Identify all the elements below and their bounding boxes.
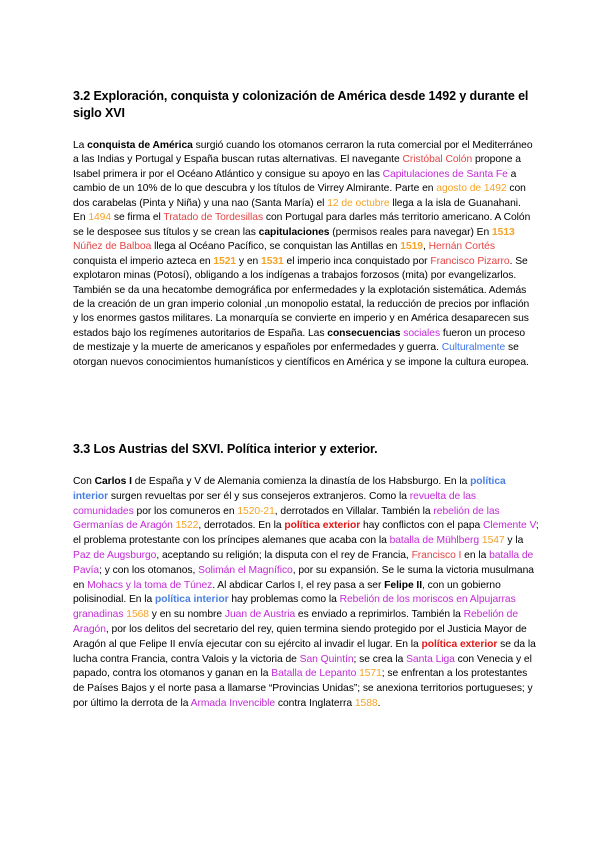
highlighted-term: conquista de América [87,140,193,151]
text-run: es enviado a reprimirlos. También la [295,609,464,621]
highlighted-term: Santa Liga [406,653,455,665]
highlighted-term: Rebelión de los moriscos en Alpujarras granadinas [73,594,516,621]
highlighted-term: Francisco Pizarro [430,255,510,267]
highlighted-term: 12 de octubre [327,197,390,209]
text-run: se otorgan nuevos conocimientos humanísticos y científicos en América y se impone la cultura europea. [73,342,529,368]
text-run: La [73,140,88,151]
highlighted-term: política exterior [421,638,498,650]
text-run: en la [461,549,490,561]
highlighted-term: Juan de Austria [224,609,296,621]
highlighted-term: Clemente V [483,520,536,532]
text-run: con dos carabelas (Pinta y Niña) y una nao (Santa María) el [73,183,526,209]
section-heading-exploration: 3.2 Exploración, conquista y colonización de América desde 1492 y durante el siglo XVI [73,89,529,120]
highlighted-term: sociales [403,327,441,339]
exploration-paragraph [73,139,535,370]
text-run: . Al abdicar Carlos I, el rey pasa a ser [212,579,385,591]
text-run: propone a Isabel primera ir por el Océano Atlántico y consigue su apoyo en las [73,154,521,180]
text-run: el imperio inca conquistado por [283,255,431,267]
text-run: fueron un proceso de mestizaje y la muerte de americanos y españoles por enfermedades y guerra. [73,327,526,354]
text-run: a cambio de un 10% de lo que descubra y los títulos de Virrey Almirante. Parte en [73,168,517,195]
text-run: , [423,241,429,253]
highlighted-term: Batalla de Lepanto [271,668,357,680]
text-run: contra Inglaterra [275,697,355,709]
text-run: se firma el [111,212,164,224]
highlighted-term: política exterior [284,520,361,532]
text-run: llega al Océano Pacífico, se conquistan las Antillas en [151,241,401,253]
highlighted-term: capitulaciones [258,226,330,238]
text-run: hay conflictos con el papa [360,520,483,532]
highlighted-term: Rebelión de Aragón [73,609,519,635]
highlighted-term: 1547 [481,535,505,547]
text-run: , con un gobierno polisinodial. En la [73,579,501,606]
text-run: Con [73,476,95,487]
highlighted-term: política interior [155,594,229,606]
section-heading-austrias: 3.3 Los Austrias del SXVI. Política interior y exterior. [73,442,378,456]
text-run: conquista el imperio azteca en [73,255,214,267]
text-run: ; se enfrentan a los protestantes de Países Bajos y el norte pasa a llamarse “Provincias Unidas”; se anexiona territorios portugueses; y por último la derrota de la [73,668,533,709]
highlighted-term: 1588 [354,697,378,709]
text-run: (permisos reales para navegar) En [329,226,492,238]
highlighted-term: Mohacs y la toma de Túnez [87,579,213,591]
text-run: con Portugal para darles más territorio americano. A Colón se le desposee sus títulos y se crean las [73,212,531,238]
highlighted-term: 1513 [492,226,515,238]
highlighted-term: Francisco I [411,549,462,561]
text-run: , por los delitos del secretario del rey, quien termina siendo protegido por el Justicia Mayor de Aragón al que Felipe II envía ejecutar con su ejército al invadir el lugar. En la [73,623,527,650]
text-run: se da la lucha contra Francia, contra Valois y la victoria de [73,638,536,665]
highlighted-term: Capitulaciones de Santa Fe [382,168,508,180]
highlighted-term: agosto de 1492 [436,183,507,195]
text-run: y la [504,535,524,547]
text-run: y en [236,255,262,267]
highlighted-term: Tratado de Tordesillas [163,212,264,224]
text-run: hay problemas como la [228,594,340,606]
highlighted-term: 1494 [88,212,112,224]
text-run: y en su nombre [148,609,225,621]
highlighted-term: rebelión de las Germanías de Aragón [73,505,500,532]
highlighted-term: San Quintín [299,653,354,665]
highlighted-term: 1520-21 [237,505,275,517]
highlighted-term: 1568 [126,609,149,621]
highlighted-term: 1522 [175,520,199,532]
text-run: surgió cuando los otomanos cerraron la ruta comercial por el Mediterráneo a las Indias y Portugal y España buscan rutas alternativas. El navegante [73,140,533,166]
austrias-paragraph [73,475,539,712]
highlighted-term: Felipe II [384,579,423,591]
text-run: . [377,697,381,709]
highlighted-term: Culturalmente [441,342,506,354]
highlighted-term: 1519 [400,241,423,253]
highlighted-term: 1521 [213,255,237,267]
highlighted-term: batalla de Pavía [73,549,534,576]
text-run: surgen revueltas por ser él y sus consejeros extranjeros. Como la [108,490,410,502]
highlighted-term: consecuencias [327,327,401,339]
highlighted-term: Hernán Cortés [428,241,495,253]
highlighted-term: 1571 [359,668,382,680]
text-run: ; se crea la [353,653,407,665]
text-run: con Venecia y el papado, contra los otomanos y ganan en la [73,653,532,680]
text-run: , derrotados. En la [198,520,285,532]
highlighted-term: Núñez de Balboa [73,241,152,253]
highlighted-term: batalla de Mühlberg [389,535,480,547]
highlighted-term: 1531 [261,255,284,267]
highlighted-term: Cristóbal Colón [402,154,473,166]
text-run: ; el problema protestante con los príncipes alemanes que acaba con la [73,520,539,547]
text-run: por los comuneros en [133,505,238,517]
text-run: de España y V de Alemania comienza la dinastía de los Habsburgo. En la [131,476,471,487]
text-run: llega a la isla de Guanahani. En [73,197,521,224]
text-run: , derrotados en Villalar. También la [274,505,434,517]
text-run: . Se explotaron minas (Potosí), obligando a los indígenas a trabajos forzosos (mita) por evangelizarlos. También se da una hecatombe demográfica por enfermedades y la explotación sistemática. Además de la creación de un gran imperio colonial ,un monopolio estatal, la reducción de precios por inflación y los enormes gastos militares. La monarquía se convierte en imperio y en América desaparecen sus estados bajo los regímenes autoritarios de España. Las [73,255,530,339]
highlighted-term: Carlos I [94,476,132,487]
highlighted-term: política interior [73,476,506,502]
highlighted-term: revuelta de las comunidades [73,490,477,517]
text-run: , por su expansión. Se le suma la victoria musulmana en [73,564,534,591]
highlighted-term: Armada Invencible [190,697,276,709]
text-run: ; y con los otomanos, [99,564,199,576]
highlighted-term: Paz de Augsburgo [73,549,157,561]
text-run: , aceptando su religión; la disputa con el rey de Francia, [156,549,412,561]
highlighted-term: Solimán el Magnífico [198,564,293,576]
